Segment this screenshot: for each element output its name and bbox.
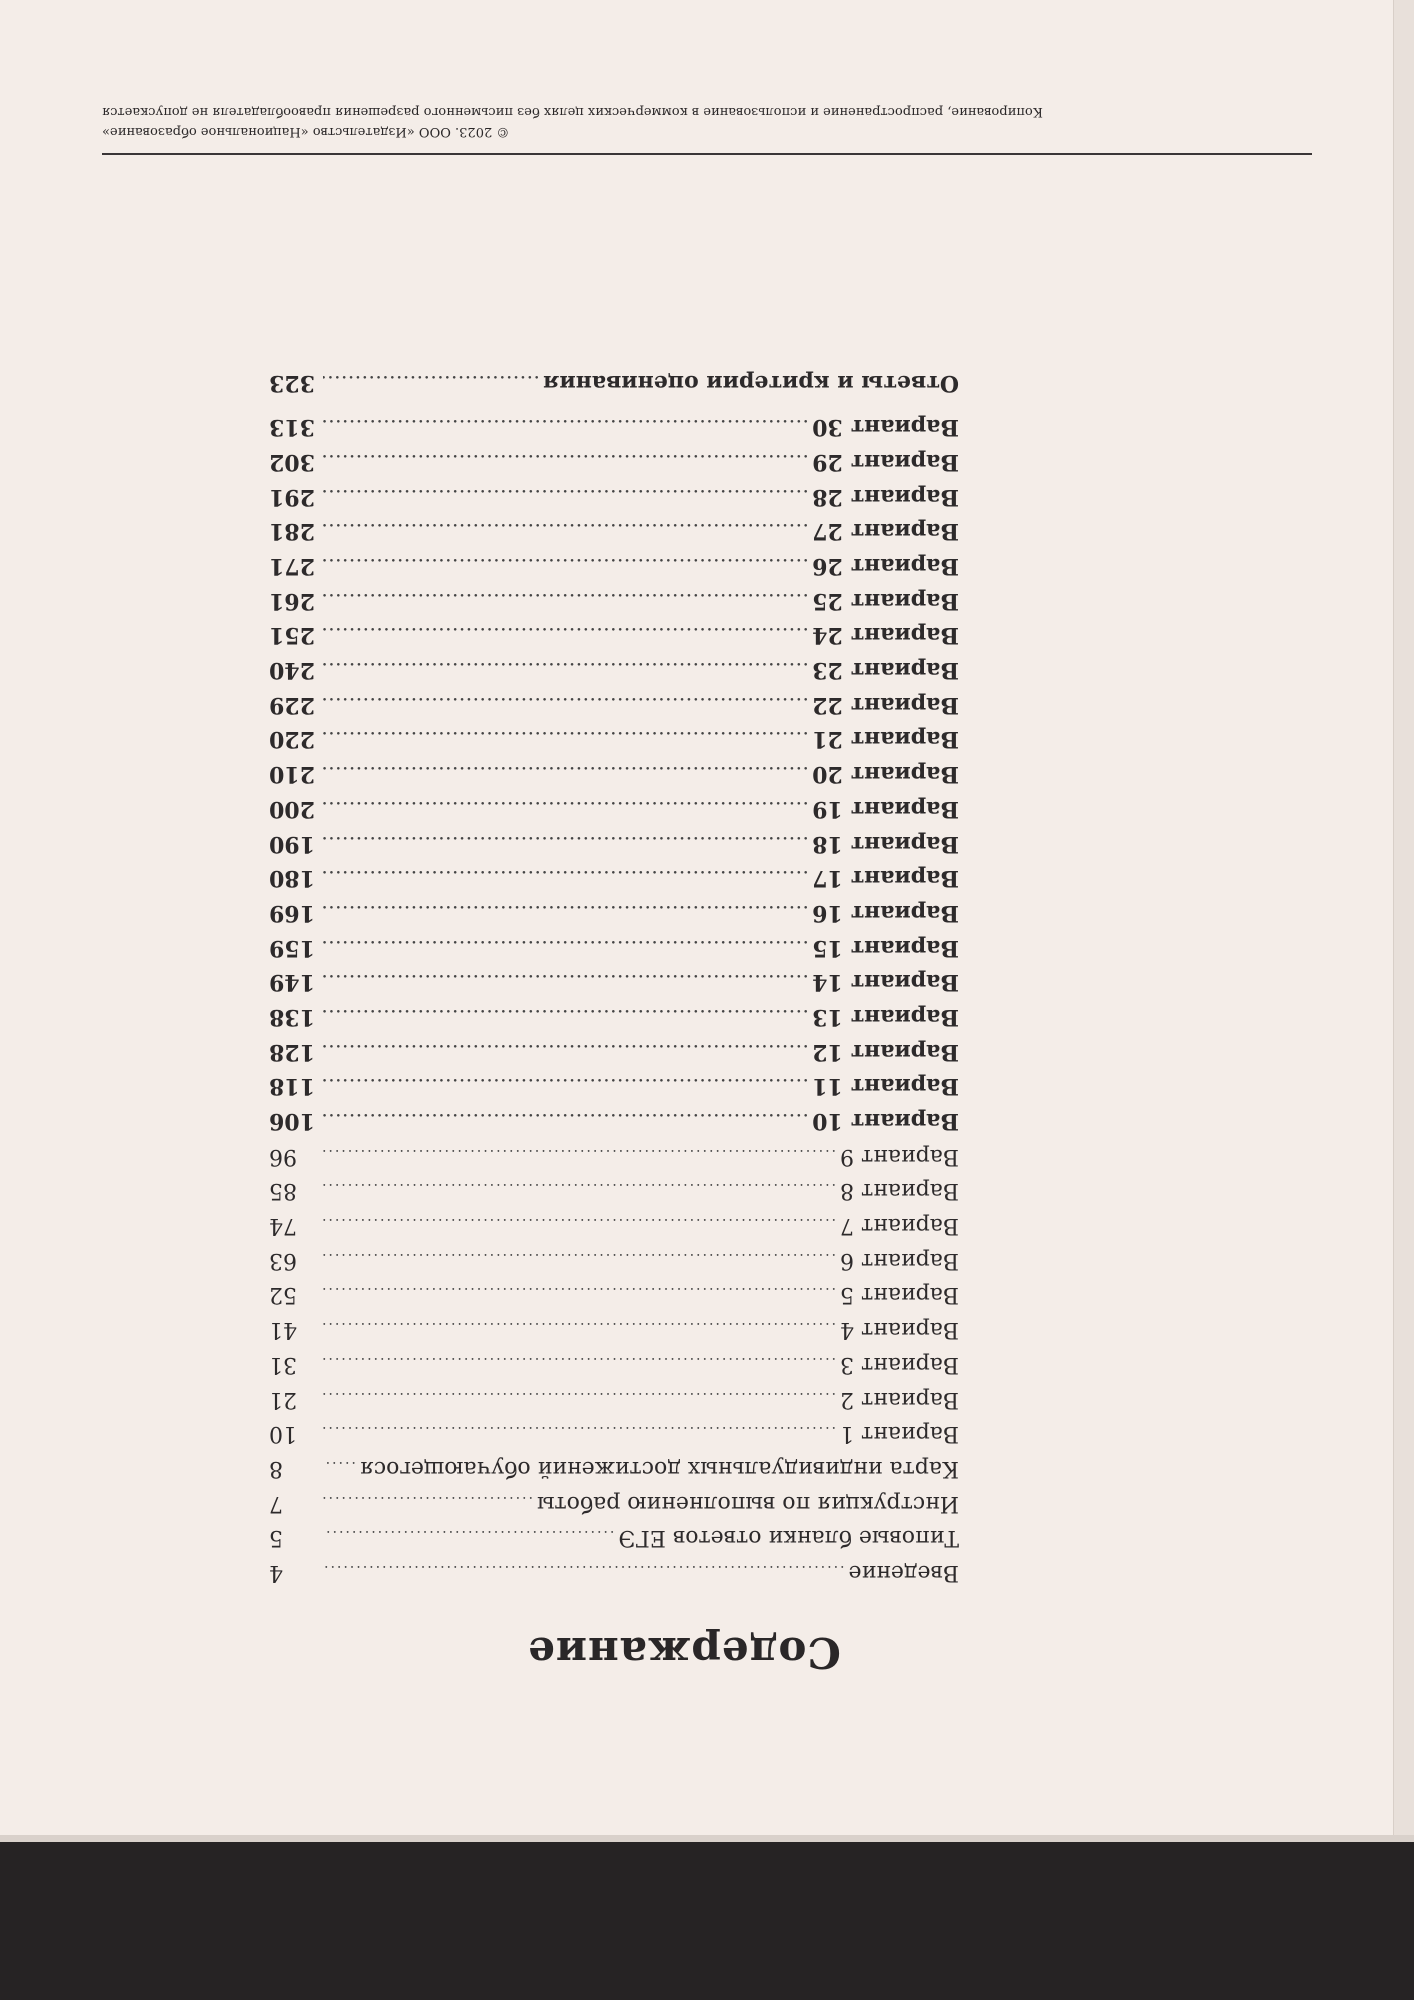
toc-entry-label: Карта индивидуальных достижений обучающегося — [359, 1455, 959, 1481]
toc-leader-dots — [323, 659, 808, 675]
toc-entry — [269, 440, 959, 475]
toc-entry-page: 7 — [269, 1490, 283, 1516]
toc-leader-dots — [323, 416, 808, 432]
toc-leader-dots — [323, 1006, 808, 1022]
toc-entry-page: 8 — [269, 1455, 283, 1481]
scanner-background — [0, 1842, 1414, 2000]
toc-entry-label: Вариант 28 — [812, 483, 959, 510]
toc-leader-dots — [323, 372, 539, 388]
toc-entry-page: 96 — [269, 1143, 297, 1169]
toc-leader-dots — [323, 624, 808, 640]
toc-leader-dots — [323, 1180, 836, 1196]
toc-entry-label: Вариант 3 — [840, 1351, 959, 1377]
toc-entry-label: Вариант 2 — [840, 1386, 959, 1412]
toc-entry-label: Вариант 25 — [812, 587, 959, 614]
toc-entry — [269, 1273, 959, 1308]
toc-leader-dots — [323, 971, 808, 987]
toc-leader-dots — [323, 1493, 533, 1509]
toc-entry-page: 128 — [269, 1038, 315, 1065]
toc-entry-page: 281 — [269, 518, 315, 545]
toc-entry-label: Вариант 7 — [840, 1213, 959, 1239]
toc-entry — [269, 1550, 959, 1585]
toc-entry-page: 240 — [269, 657, 315, 684]
toc-leader-dots — [323, 937, 808, 953]
toc-entry-page: 31 — [269, 1351, 297, 1377]
toc-entry — [269, 1099, 959, 1134]
toc-entry — [269, 1134, 959, 1169]
toc-leader-dots — [323, 763, 808, 779]
toc-entry — [269, 1308, 959, 1343]
toc-entry-page: 323 — [269, 369, 315, 396]
toc-entry-page: 302 — [269, 449, 315, 475]
toc-entry — [269, 579, 959, 614]
toc-leader-dots — [323, 451, 808, 467]
toc-entry-label: Вариант 27 — [812, 518, 959, 545]
toc-entry-page: 85 — [269, 1178, 297, 1204]
toc-leader-dots — [323, 1041, 808, 1057]
toc-entry-page: 118 — [269, 1073, 315, 1100]
toc-entry — [269, 718, 959, 753]
toc-entry-label: Вариант 12 — [812, 1038, 959, 1065]
toc-entry-label: Вариант 4 — [840, 1317, 959, 1343]
toc-entry-label: Вариант 14 — [812, 969, 959, 996]
toc-entry — [269, 1481, 959, 1516]
toc-entry-page: 106 — [269, 1108, 315, 1135]
toc-entry-page: 63 — [269, 1247, 297, 1273]
toc-leader-dots — [323, 1110, 808, 1126]
toc-entry-label: Вариант 18 — [812, 830, 959, 857]
toc-entry — [269, 475, 959, 510]
toc-entry-label: Вариант 30 — [812, 414, 959, 441]
toc-entry — [269, 1203, 959, 1238]
toc-entry-label: Вариант 13 — [812, 1004, 959, 1030]
toc-entry-page: 169 — [269, 899, 315, 926]
toc-leader-dots — [323, 1562, 845, 1578]
toc-leader-dots — [323, 1527, 614, 1543]
toc-entry-page: 220 — [269, 726, 315, 753]
toc-leader-dots — [323, 1250, 836, 1266]
toc-entry-page: 21 — [269, 1386, 297, 1412]
toc-entry — [269, 510, 959, 545]
copyright-notice: Копирование, распространение и использование в коммерческих целях без письменного разрешения правообладателя не допускается — [102, 104, 1043, 119]
toc-entry-label: Вариант 24 — [812, 622, 959, 649]
toc-entry-page: 10 — [269, 1421, 297, 1447]
toc-entry-label: Вариант 8 — [840, 1178, 959, 1204]
toc-entry-label: Вариант 9 — [840, 1143, 959, 1169]
toc-entry — [269, 926, 959, 961]
toc-leader-dots — [323, 555, 808, 571]
table-of-contents — [269, 361, 959, 1585]
toc-entry-page: 200 — [269, 795, 315, 822]
toc-entry-page: 41 — [269, 1317, 297, 1343]
toc-entry — [269, 787, 959, 822]
toc-entry-page: 229 — [269, 691, 315, 718]
toc-leader-dots — [323, 1389, 836, 1405]
toc-entry — [269, 614, 959, 649]
toc-leader-dots — [323, 486, 808, 502]
toc-entry — [269, 1516, 959, 1551]
toc-leader-dots — [323, 1354, 836, 1370]
toc-entry-label: Вариант 19 — [812, 795, 959, 822]
toc-entry — [269, 1342, 959, 1377]
toc-entry-label: Ответы и критерии оценивания — [543, 369, 959, 396]
toc-entry-label: Вариант 10 — [812, 1108, 959, 1135]
toc-entry — [269, 1238, 959, 1273]
toc-entry — [269, 753, 959, 788]
toc-entry — [269, 1377, 959, 1412]
toc-leader-dots — [323, 729, 808, 745]
toc-entry-page: 251 — [269, 622, 315, 649]
toc-leader-dots — [323, 520, 808, 536]
toc-leader-dots — [323, 1319, 836, 1335]
toc-entry-label: Вариант 22 — [812, 691, 959, 718]
toc-leader-dots — [323, 1075, 808, 1091]
toc-entry-label: Вариант 1 — [840, 1421, 959, 1447]
toc-leader-dots — [323, 1458, 356, 1474]
toc-entry — [269, 361, 959, 396]
toc-entry-label: Введение — [848, 1560, 959, 1585]
toc-entry-label: Вариант 11 — [812, 1073, 959, 1100]
toc-leader-dots — [323, 1215, 836, 1231]
toc-leader-dots — [323, 694, 808, 710]
toc-entry — [269, 995, 959, 1030]
toc-entry — [269, 891, 959, 926]
toc-entry-label: Вариант 29 — [812, 449, 959, 475]
toc-entry-label: Вариант 5 — [840, 1282, 959, 1308]
toc-entry — [269, 1065, 959, 1100]
toc-entry-label: Вариант 6 — [840, 1247, 959, 1273]
toc-entry-page: 149 — [269, 969, 315, 996]
toc-leader-dots — [323, 833, 808, 849]
toc-entry — [269, 683, 959, 718]
toc-entry — [269, 1412, 959, 1447]
toc-leader-dots — [323, 798, 808, 814]
toc-entry-label: Инструкция по выполнению работы — [536, 1490, 959, 1516]
toc-leader-dots — [323, 1146, 836, 1162]
toc-entry-label: Вариант 23 — [812, 657, 959, 684]
toc-leader-dots — [323, 867, 808, 883]
copyright-footer — [102, 101, 1312, 155]
toc-entry — [269, 544, 959, 579]
toc-entry-page: 190 — [269, 830, 315, 857]
toc-entry — [269, 648, 959, 683]
toc-leader-dots — [323, 1423, 836, 1439]
toc-leader-dots — [323, 590, 808, 606]
toc-entry — [269, 1030, 959, 1065]
toc-entry-page: 313 — [269, 414, 315, 441]
toc-entry-page: 159 — [269, 934, 315, 961]
toc-entry-page: 210 — [269, 761, 315, 788]
toc-entry-page: 291 — [269, 483, 315, 510]
copyright-line: © 2023. ООО «Издательство «Национальное образование» — [102, 124, 510, 139]
toc-entry-label: Вариант 20 — [812, 761, 959, 788]
toc-entry-page: 180 — [269, 865, 315, 892]
toc-entry — [269, 961, 959, 996]
toc-entry-label: Типовые бланки ответов ЕГЭ — [618, 1525, 959, 1551]
toc-entry-page: 74 — [269, 1213, 297, 1239]
toc-entry — [269, 1169, 959, 1204]
toc-entry — [269, 1446, 959, 1481]
page-title: Содержание — [527, 1628, 841, 1677]
toc-entry-label: Вариант 26 — [812, 553, 959, 580]
toc-entry-page: 5 — [269, 1525, 283, 1551]
toc-entry-page: 261 — [269, 587, 315, 614]
toc-entry-label: Вариант 16 — [812, 899, 959, 926]
toc-entry — [269, 406, 959, 441]
toc-entry — [269, 857, 959, 892]
toc-leader-dots — [323, 902, 808, 918]
toc-leader-dots — [323, 1285, 836, 1301]
toc-entry-page: 138 — [269, 1004, 315, 1030]
toc-entry-page: 4 — [269, 1560, 283, 1585]
toc-entry-page: 271 — [269, 553, 315, 580]
toc-entry-label: Вариант 17 — [812, 865, 959, 892]
toc-entry-label: Вариант 21 — [812, 726, 959, 753]
toc-entry-label: Вариант 15 — [812, 934, 959, 961]
toc-entry — [269, 822, 959, 857]
toc-entry-page: 52 — [269, 1282, 297, 1308]
